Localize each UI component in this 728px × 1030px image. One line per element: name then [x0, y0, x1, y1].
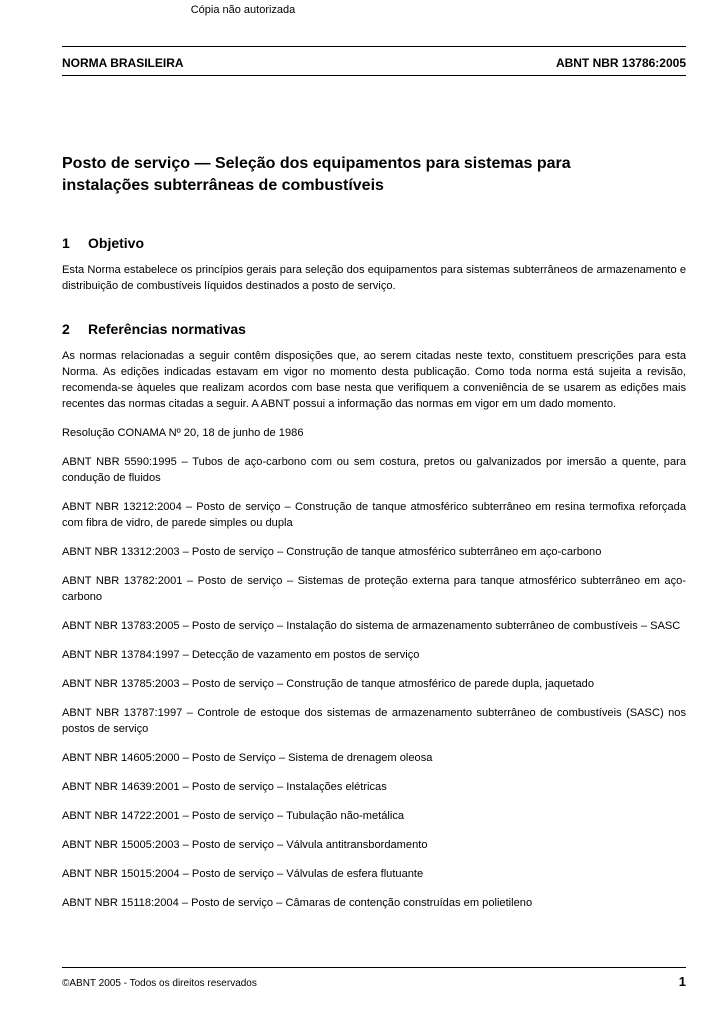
reference-item: ABNT NBR 15005:2003 – Posto de serviço – Válvula antitransbordamento — [62, 839, 428, 851]
document-body — [62, 233, 686, 911]
page-header — [62, 56, 686, 70]
section-title: Referências normativas — [88, 321, 246, 337]
section-paragraph: As normas relacionadas a seguir contêm disposições que, ao serem citadas neste texto, constituem prescrições para esta Norma. As edições indicadas estavam em vigor no momento desta publicação. Como toda norma está sujeita a revisão, recomenda-se àqueles que realizam acordos com base nesta que verifiquem a conveniência de se usarem as edições mais recentes das normas citadas a seguir. A ABNT possui a informação das normas em vigor em um dado momento. — [62, 350, 686, 410]
watermark-text: Cópia não autorizada — [190, 4, 296, 16]
header-left-label: NORMA BRASILEIRA — [62, 56, 184, 70]
section-title: Objetivo — [88, 235, 145, 251]
header-bottom-rule — [62, 75, 686, 76]
reference-item: Resolução CONAMA Nº 20, 18 de junho de 1986 — [62, 427, 304, 439]
reference-item: ABNT NBR 14722:2001 – Posto de serviço – Tubulação não-metálica — [62, 810, 405, 822]
reference-item: ABNT NBR 5590:1995 – Tubos de aço-carbono com ou sem costura, pretos ou galvanizados por imersão a quente, para condução de fluidos — [62, 456, 686, 484]
section-heading-objetivo — [62, 233, 686, 253]
reference-item: ABNT NBR 13783:2005 – Posto de serviço – Instalação do sistema de armazenamento subterrâneo de combustíveis – SASC — [62, 620, 681, 632]
page-number: 1 — [678, 974, 686, 989]
reference-item: ABNT NBR 14639:2001 – Posto de serviço – Instalações elétricas — [62, 781, 387, 793]
footer-rule — [62, 967, 686, 968]
title-line: Posto de serviço — Seleção dos equipamentos para sistemas para — [62, 155, 571, 172]
section-number: 1 — [62, 235, 70, 251]
reference-item: ABNT NBR 14605:2000 – Posto de Serviço – Sistema de drenagem oleosa — [62, 752, 433, 764]
page-footer — [62, 974, 686, 989]
header-standard-code: ABNT NBR 13786:2005 — [555, 56, 686, 70]
reference-item: ABNT NBR 15015:2004 – Posto de serviço – Válvulas de esfera flutuante — [62, 868, 424, 880]
reference-item: ABNT NBR 13782:2001 – Posto de serviço – Sistemas de proteção externa para tanque atmosférico subterrâneo em aço-carbono — [62, 575, 686, 603]
reference-item: ABNT NBR 13312:2003 – Posto de serviço – Construção de tanque atmosférico subterrâneo em aço-carbono — [62, 546, 602, 558]
header-top-rule — [62, 46, 686, 47]
section-paragraph: Esta Norma estabelece os princípios gerais para seleção dos equipamentos para sistemas subterrâneos de armazenamento e distribuição de combustíveis líquidos destinados a posto de serviço. — [62, 264, 686, 292]
document-title — [62, 153, 686, 197]
reference-item: ABNT NBR 13787:1997 – Controle de estoque dos sistemas de armazenamento subterrâneo de combustíveis (SASC) nos postos de serviço — [62, 707, 686, 735]
reference-item: ABNT NBR 13784:1997 – Detecção de vazamento em postos de serviço — [62, 649, 420, 661]
reference-item: ABNT NBR 13212:2004 – Posto de serviço – Construção de tanque atmosférico subterrâneo em resina termofixa reforçada com fibra de vidro, de parede simples ou dupla — [62, 501, 686, 529]
title-line: instalações subterrâneas de combustíveis — [62, 177, 384, 194]
reference-item: ABNT NBR 13785:2003 – Posto de serviço – Construção de tanque atmosférico de parede dupla, jaquetado — [62, 678, 595, 690]
section-number: 2 — [62, 321, 70, 337]
section-heading-referencias — [62, 319, 686, 339]
copyright-notice: ©ABNT 2005 - Todos os direitos reservados — [62, 978, 257, 989]
reference-item: ABNT NBR 15118:2004 – Posto de serviço – Câmaras de contenção construídas em polietileno — [62, 897, 533, 909]
